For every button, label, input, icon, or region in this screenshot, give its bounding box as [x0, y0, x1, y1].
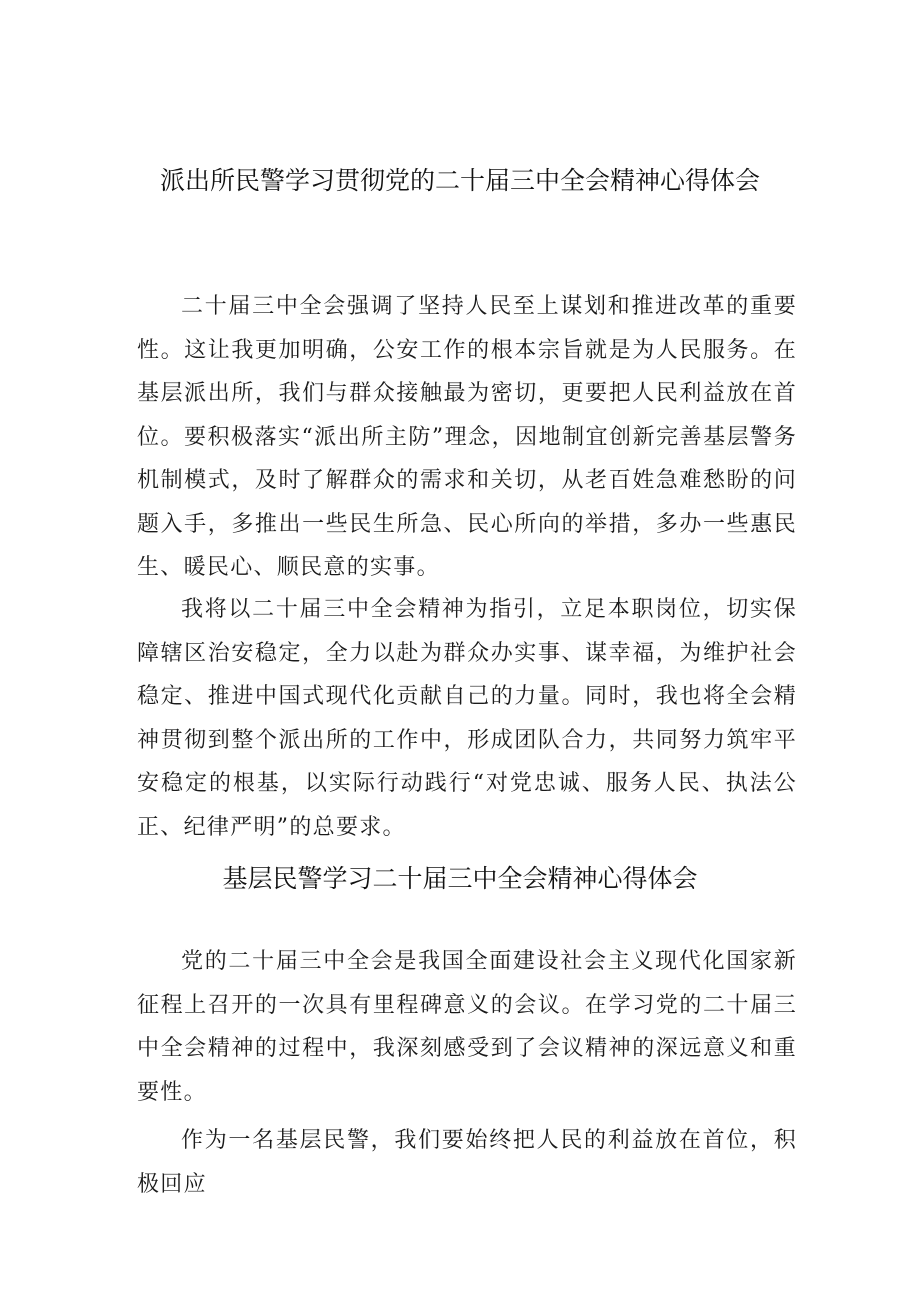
paragraph-4: 作为一名基层民警，我们要始终把人民的利益放在首位，积极回应: [137, 1128, 797, 1197]
paragraph-1: 二十届三中全会强调了坚持人民至上谋划和推进改革的重要性。这让我更加明确，公安工作的根本宗旨就是为人民服务。在基层派出所，我们与群众接触最为密切，更要把人民利益放在首位。要积极落实“派出所主防”理念，因地制宜创新完善基层警务机制模式，及时了解群众的需求和关切，从老百姓急难愁盼的问题入手，多推出一些民生所急、民心所向的举措，多办一些惠民生、暖民心、顺民意的实事。: [137, 294, 797, 580]
paragraph-3: 党的二十届三中全会是我国全面建设社会主义现代化国家新征程上召开的一次具有里程碑意义的会议。在学习党的二十届三中全会精神的过程中，我深刻感受到了会议精神的深远意义和重要性。: [137, 949, 797, 1105]
article-title-1: 派出所民警学习贯彻党的二十届三中全会精神心得体会: [159, 166, 760, 195]
paragraph-2: 我将以二十届三中全会精神为指引，立足本职岗位，切实保障辖区治安稳定，全力以赴为群众办实事、谋幸福，为维护社会稳定、推进中国式现代化贡献自己的力量。同时，我也将全会精神贯彻到整个派出所的工作中，形成团队合力，共同努力筑牢平安稳定的根基，以实际行动践行“对党忠诚、服务人民、执法公正、纪律严明”的总要求。: [137, 597, 797, 840]
article-title-2: 基层民警学习二十届三中全会精神心得体会: [222, 864, 698, 893]
